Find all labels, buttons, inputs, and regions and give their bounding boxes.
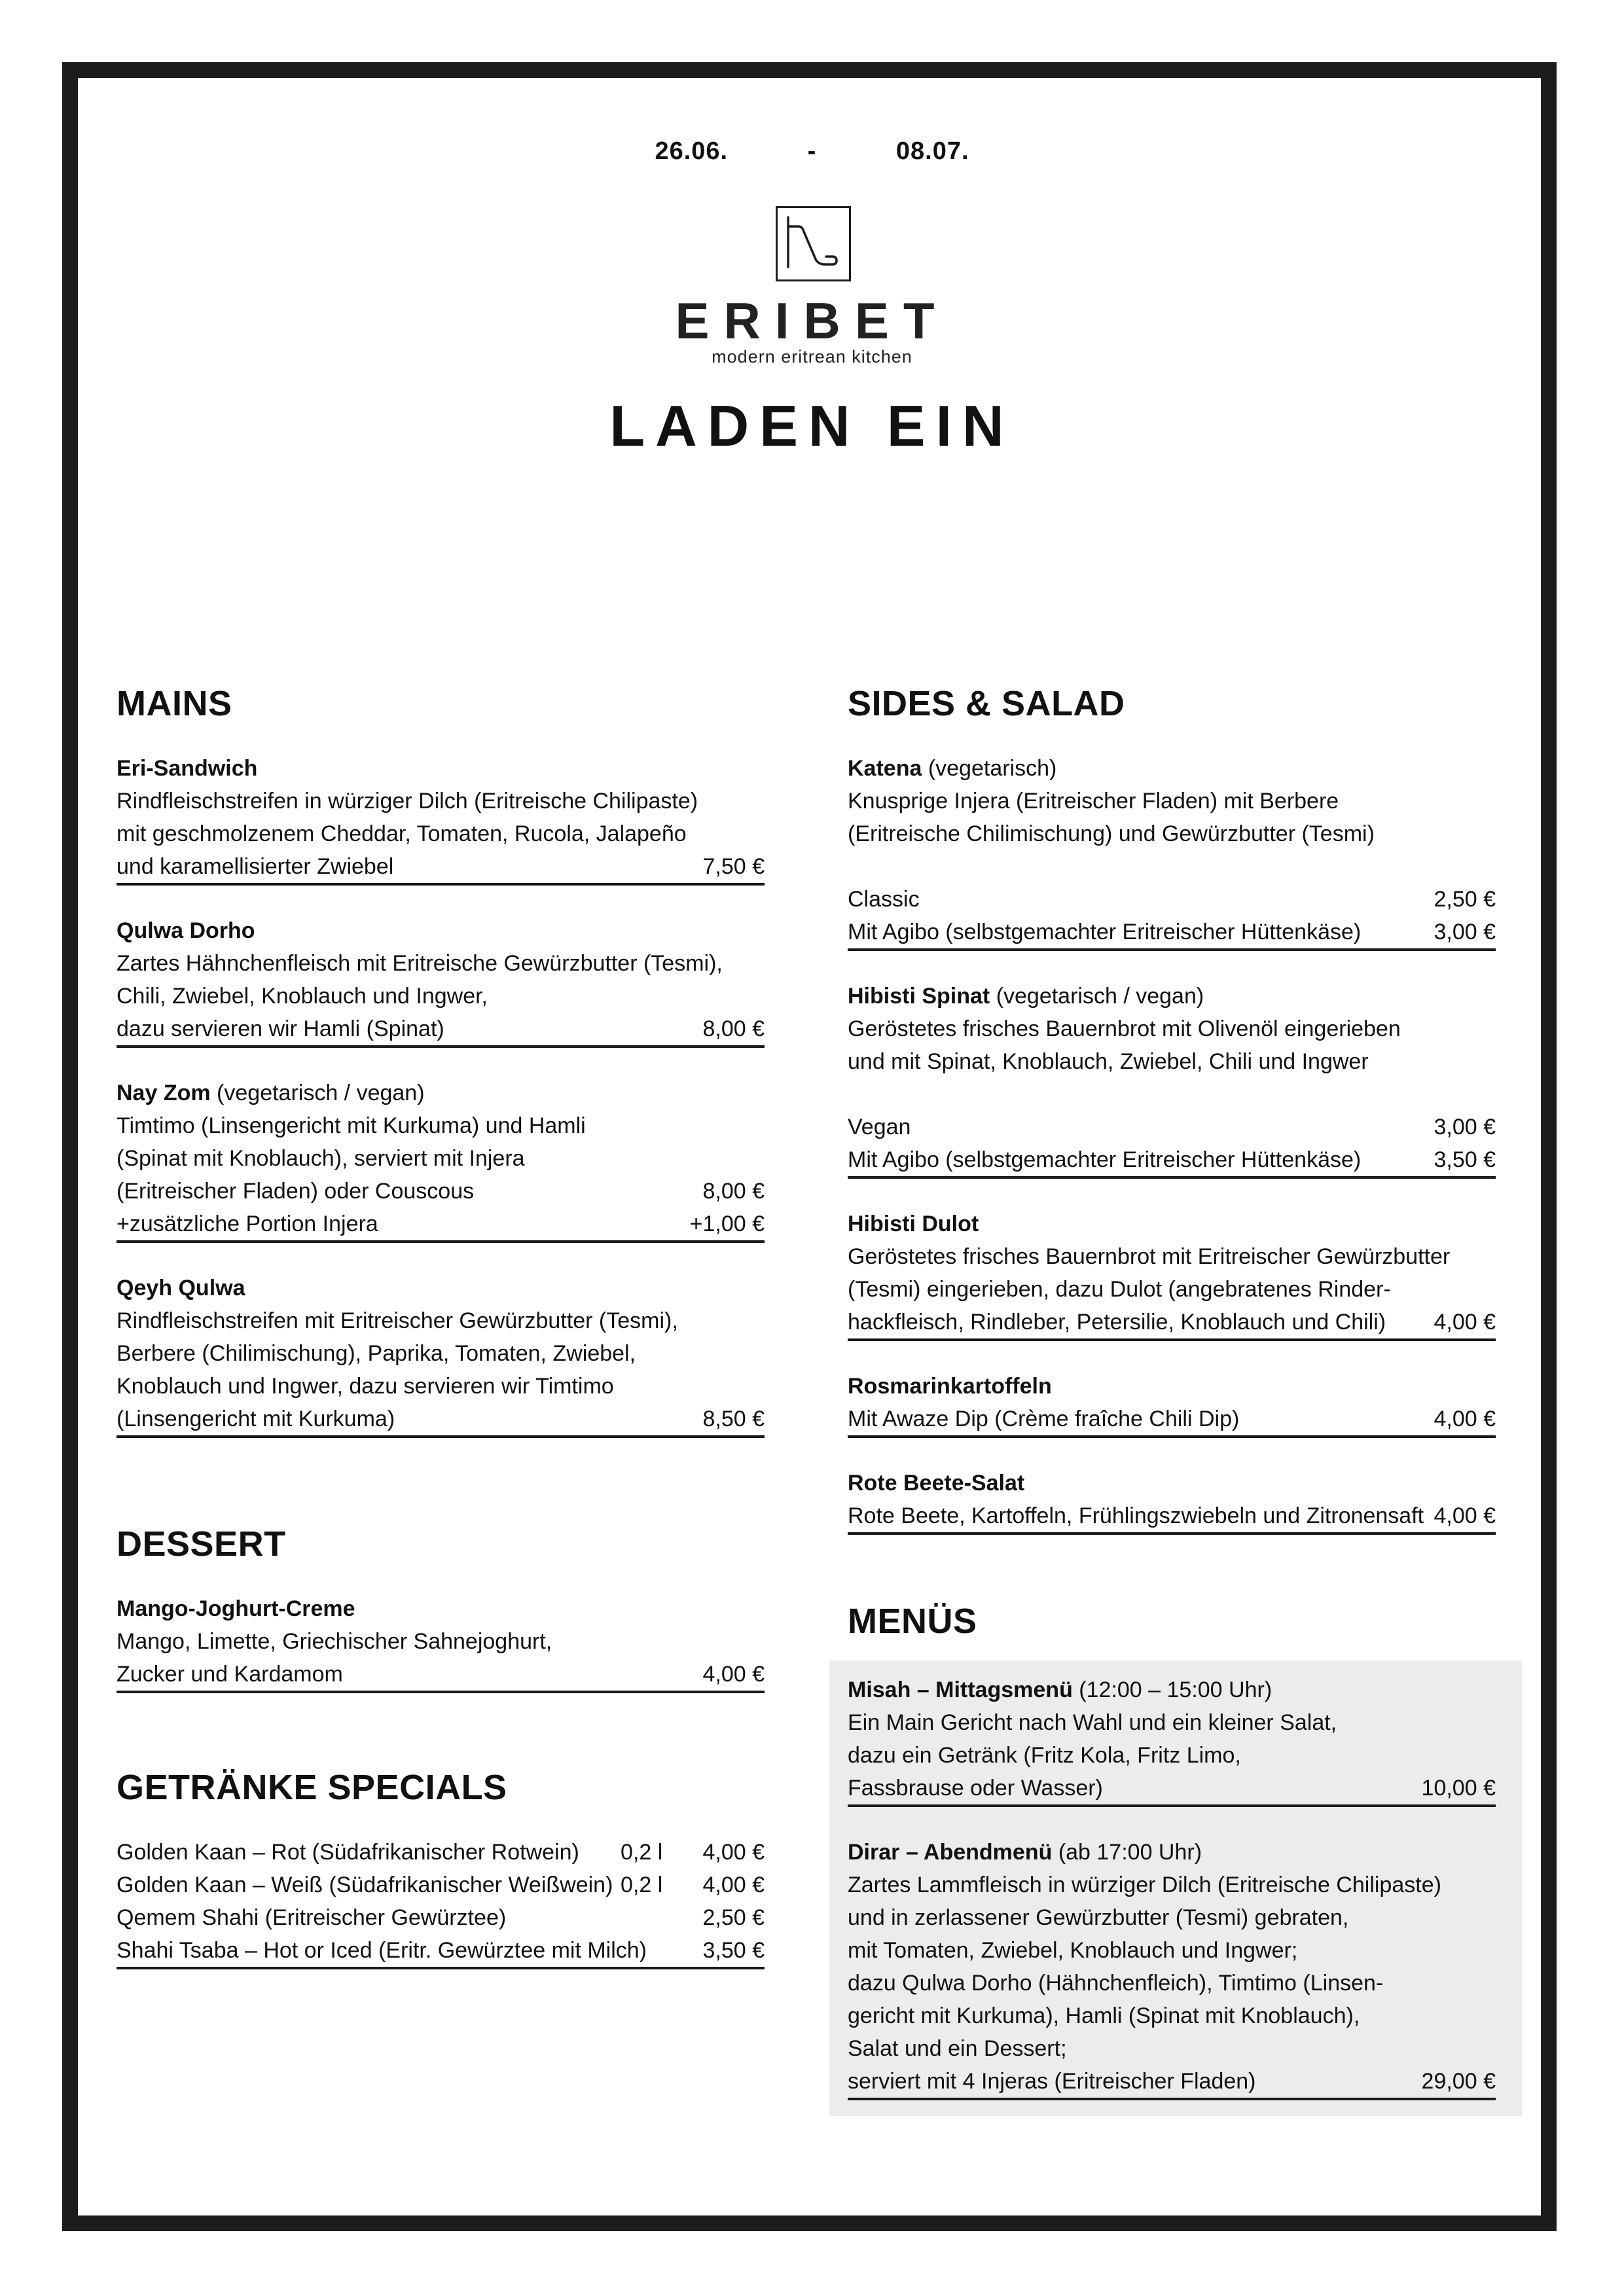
menus-box <box>829 1660 1522 2116</box>
item-description: Knoblauch und Ingwer, dazu servieren wir Timtimo <box>117 1374 614 1399</box>
brand-tagline: modern eritrean kitchen <box>712 347 912 367</box>
drink-row <box>117 1869 765 1901</box>
item-description: Mango, Limette, Griechischer Sahnejoghurt, <box>117 1629 552 1654</box>
item-note: (vegetarisch / vegan) <box>996 984 1204 1009</box>
item-price: 7,50 € <box>702 854 765 879</box>
item-description: Zartes Lammfleisch in würziger Dilch (Eritreische Chilipaste) <box>848 1873 1441 1897</box>
drink-row <box>117 1934 765 1967</box>
item-description: (Tesmi) eingerieben, dazu Dulot (angebratenes Rinder- <box>848 1277 1391 1302</box>
item-note: (vegetarisch / vegan) <box>217 1081 425 1105</box>
menu-item <box>848 752 1496 951</box>
drink-name: Shahi Tsaba – Hot or Iced (Eritr. Gewürztee mit Milch) <box>117 1938 647 1963</box>
menu-item <box>117 914 765 1048</box>
item-description: gericht mit Kurkuma), Hamli (Spinat mit Knoblauch), <box>848 2003 1360 2028</box>
item-name: Misah – Mittagsmenü <box>848 1677 1073 1702</box>
item-description: dazu ein Getränk (Fritz Kola, Fritz Limo, <box>848 1743 1241 1768</box>
item-description: Zucker und Kardamom <box>117 1662 343 1687</box>
menu-item <box>848 980 1496 1179</box>
item-option: Vegan <box>848 1115 911 1139</box>
item-description: hackfleisch, Rindleber, Petersilie, Knoblauch und Chili) <box>848 1310 1386 1335</box>
item-description: Chili, Zwiebel, Knoblauch und Ingwer, <box>117 984 488 1009</box>
item-description: (Eritreische Chilimischung) und Gewürzbutter (Tesmi) <box>848 821 1375 846</box>
drink-volume: 0,2 l <box>621 1840 663 1865</box>
menu-item <box>848 1836 1496 2100</box>
item-name: Katena <box>848 756 922 781</box>
item-description: mit Tomaten, Zwiebel, Knoblauch und Ingwer; <box>848 1938 1298 1963</box>
brand-name: ERIBET <box>675 292 949 350</box>
item-name: Dirar – Abendmenü <box>848 1840 1053 1865</box>
item-option: Mit Agibo (selbstgemachter Eritreischer Hüttenkäse) <box>848 920 1362 944</box>
date-to: 08.07. <box>895 137 969 165</box>
drink-row <box>117 1901 765 1934</box>
menu-item <box>117 752 765 886</box>
item-description: dazu Qulwa Dorho (Hähnchenfleich), Timtimo (Linsen- <box>848 1971 1384 1996</box>
item-description: serviert mit 4 Injeras (Eritreischer Fladen) <box>848 2069 1256 2094</box>
item-name: Rote Beete-Salat <box>848 1471 1025 1496</box>
item-description: Knusprige Injera (Eritreischer Fladen) mit Berbere <box>848 789 1339 814</box>
item-description: und mit Spinat, Knoblauch, Zwiebel, Chili und Ingwer <box>848 1049 1369 1074</box>
dessert-title: DESSERT <box>117 1524 286 1564</box>
menu-item <box>848 1674 1496 1807</box>
drink-name: Qemem Shahi (Eritreischer Gewürztee) <box>117 1905 507 1930</box>
drink-name: Golden Kaan – Weiß (Südafrikanischer Weißwein) <box>117 1873 613 1897</box>
item-description: Fassbrause oder Wasser) <box>848 1776 1103 1801</box>
item-description: dazu servieren wir Hamli (Spinat) <box>117 1016 444 1041</box>
item-description: (Eritreischer Fladen) oder Couscous <box>117 1179 475 1204</box>
item-description: Salat und ein Dessert; <box>848 2036 1067 2061</box>
item-description: (Spinat mit Knoblauch), serviert mit Injera <box>117 1146 525 1171</box>
item-note: (vegetarisch) <box>928 756 1057 781</box>
drink-volume <box>621 1901 693 1934</box>
item-extra: +zusätzliche Portion Injera <box>117 1211 378 1236</box>
right-column <box>848 684 1496 2116</box>
item-description: Zartes Hähnchenfleisch mit Eritreische Gewürzbutter (Tesmi), <box>117 951 723 976</box>
item-description: Berbere (Chilimischung), Paprika, Tomaten, Zwiebel, <box>117 1341 636 1366</box>
menu-item <box>117 1272 765 1438</box>
item-price: 3,50 € <box>1434 1147 1496 1172</box>
item-price: 4,00 € <box>1434 1407 1496 1431</box>
item-description: Rote Beete, Kartoffeln, Frühlingszwiebeln und Zitronensaft <box>848 1503 1424 1528</box>
item-description: Rindfleischstreifen mit Eritreischer Gewürzbutter (Tesmi), <box>117 1308 678 1333</box>
menu-item <box>117 1592 765 1693</box>
item-name: Mango-Joghurt-Creme <box>117 1596 355 1621</box>
item-option: Classic <box>848 887 920 912</box>
item-option: Mit Agibo (selbstgemachter Eritreischer Hüttenkäse) <box>848 1147 1362 1172</box>
item-price: 10,00 € <box>1421 1776 1496 1801</box>
menu-item <box>848 1208 1496 1341</box>
menus-title: MENÜS <box>848 1602 977 1641</box>
item-price: 8,50 € <box>702 1407 765 1431</box>
item-description: Ein Main Gericht nach Wahl und ein kleiner Salat, <box>848 1710 1337 1735</box>
item-description: Geröstetes frisches Bauernbrot mit Olivenöl eingerieben <box>848 1016 1401 1041</box>
item-price: 8,00 € <box>702 1016 765 1041</box>
date-separator: - <box>807 137 817 165</box>
drink-row <box>117 1836 765 1869</box>
logo-icon <box>776 206 851 281</box>
menu-item <box>848 1467 1496 1535</box>
item-note: (ab 17:00 Uhr) <box>1058 1840 1202 1865</box>
item-price: 4,00 € <box>1434 1310 1496 1335</box>
item-price: 8,00 € <box>702 1179 765 1204</box>
mains-title: MAINS <box>117 684 232 723</box>
drink-volume <box>647 1934 702 1967</box>
item-name: Hibisti Dulot <box>848 1211 979 1236</box>
item-description: und karamellisierter Zwiebel <box>117 854 394 879</box>
item-name: Rosmarinkartoffeln <box>848 1374 1052 1399</box>
drink-price: 3,50 € <box>702 1938 765 1963</box>
item-description: Timtimo (Linsengericht mit Kurkuma) und Hamli <box>117 1113 586 1138</box>
menu-item <box>848 1370 1496 1438</box>
menu-item <box>117 1077 765 1243</box>
left-column <box>117 684 765 1998</box>
item-note: (12:00 – 15:00 Uhr) <box>1079 1677 1272 1702</box>
date-from: 26.06. <box>655 137 729 165</box>
item-price: 29,00 € <box>1421 2069 1496 2094</box>
drink-price: 4,00 € <box>702 1873 765 1897</box>
item-name: Eri-Sandwich <box>117 756 258 781</box>
item-name: Hibisti Spinat <box>848 984 990 1009</box>
item-description: und in zerlassener Gewürzbutter (Tesmi) gebraten, <box>848 1905 1349 1930</box>
drinks-title: GETRÄNKE SPECIALS <box>117 1768 507 1807</box>
item-price: 3,00 € <box>1434 920 1496 944</box>
drink-price: 4,00 € <box>702 1840 765 1865</box>
item-name: Nay Zom <box>117 1081 211 1105</box>
item-name: Qeyh Qulwa <box>117 1276 245 1300</box>
item-price: 3,00 € <box>1434 1115 1496 1139</box>
drink-name: Golden Kaan – Rot (Südafrikanischer Rotwein) <box>117 1840 579 1865</box>
page-title: LADEN EIN <box>609 393 1015 458</box>
date-range <box>0 137 1624 166</box>
item-price: 4,00 € <box>702 1662 765 1687</box>
sides-title: SIDES & SALAD <box>848 684 1125 723</box>
item-price: 2,50 € <box>1434 887 1496 912</box>
item-name: Qulwa Dorho <box>117 918 255 943</box>
drinks-list <box>117 1836 765 1969</box>
item-price: 4,00 € <box>1434 1503 1496 1528</box>
drink-volume: 0,2 l <box>621 1873 663 1897</box>
item-description: Geröstetes frisches Bauernbrot mit Eritreischer Gewürzbutter <box>848 1244 1451 1269</box>
drink-price: 2,50 € <box>702 1905 765 1930</box>
item-description: (Linsengericht mit Kurkuma) <box>117 1407 395 1431</box>
item-description: Mit Awaze Dip (Crème fraîche Chili Dip) <box>848 1407 1240 1431</box>
item-description: mit geschmolzenem Cheddar, Tomaten, Rucola, Jalapeño <box>117 821 687 846</box>
item-extra-price: +1,00 € <box>689 1211 765 1236</box>
item-description: Rindfleischstreifen in würziger Dilch (Eritreische Chilipaste) <box>117 789 698 814</box>
